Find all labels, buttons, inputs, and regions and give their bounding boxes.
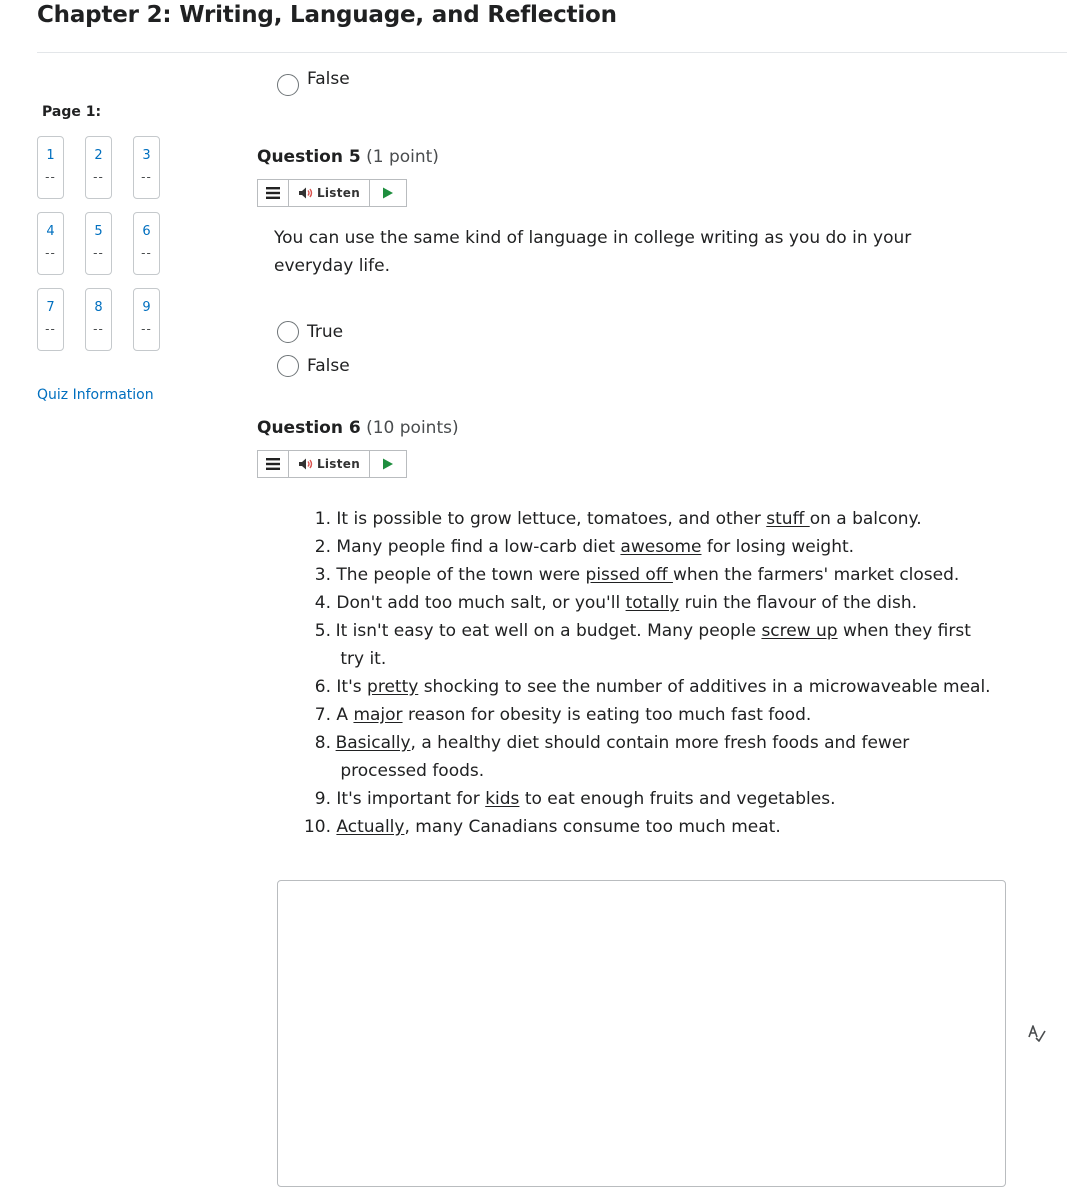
quiz-information-link[interactable]: Quiz Information: [37, 387, 154, 403]
listen-label: Listen: [316, 186, 361, 200]
text-after: on a balcony.: [809, 509, 922, 529]
radio-button[interactable]: [277, 355, 299, 377]
page-title: Chapter 2: Writing, Language, and Reflection: [37, 2, 617, 28]
underlined-word: awesome: [620, 537, 702, 557]
list-item: [298, 785, 998, 813]
listen-label: Listen: [316, 457, 361, 471]
spellcheck-icon[interactable]: [1025, 1022, 1047, 1044]
question-nav-number: 6: [142, 224, 151, 239]
list-item: [298, 617, 998, 673]
option-true[interactable]: [277, 319, 343, 345]
list-item: [298, 729, 998, 785]
question-6-header: [257, 418, 459, 438]
question-nav-5[interactable]: [85, 212, 112, 275]
list-item: [298, 505, 998, 533]
question-nav-number: 2: [94, 148, 103, 163]
text-before: A: [336, 705, 354, 725]
underlined-word: pissed off: [585, 565, 673, 585]
question-nav-status: --: [45, 246, 56, 260]
question-nav-status: --: [93, 322, 104, 336]
option-label: False: [307, 356, 350, 376]
underlined-word: kids: [485, 789, 520, 809]
text-after: when they first try it.: [340, 621, 971, 669]
question-nav-status: --: [45, 322, 56, 336]
question-label: Question 5: [257, 147, 361, 167]
item-number: 2.: [314, 537, 331, 557]
question-nav-number: 5: [94, 224, 103, 239]
question-nav-number: 8: [94, 300, 103, 315]
menu-icon: [265, 457, 281, 471]
text-after: , many Canadians consume too much meat.: [404, 817, 781, 837]
option-false[interactable]: [277, 353, 350, 379]
question-nav-status: --: [93, 170, 104, 184]
text-after: for losing weight.: [701, 537, 855, 557]
question-nav-9[interactable]: [133, 288, 160, 351]
question-nav-status: --: [141, 246, 152, 260]
question-nav-8[interactable]: [85, 288, 112, 351]
question-nav-number: 1: [46, 148, 55, 163]
list-item: [298, 561, 998, 589]
answer-textarea[interactable]: [277, 880, 1006, 1187]
underlined-word: totally: [625, 593, 680, 613]
item-number: 7.: [314, 705, 331, 725]
play-button[interactable]: [370, 451, 406, 477]
speaker-icon: [298, 457, 314, 471]
text-before: Many people find a low-carb diet: [336, 537, 621, 557]
question-label: Question 6: [257, 418, 361, 438]
text-after: , a healthy diet should contain more fresh foods and fewer processed foods.: [340, 733, 910, 781]
question-nav-number: 7: [46, 300, 55, 315]
text-after: reason for obesity is eating too much fast food.: [402, 705, 812, 725]
item-number: 6.: [314, 677, 331, 697]
question-nav-3[interactable]: [133, 136, 160, 199]
sentence-list: [298, 505, 998, 841]
menu-icon: [265, 186, 281, 200]
option-label: True: [307, 322, 344, 342]
text-before: It's important for: [336, 789, 486, 809]
list-item: [298, 589, 998, 617]
text-before: Don't add too much salt, or you'll: [336, 593, 626, 613]
text-before: It's: [336, 677, 368, 697]
title-divider: [37, 52, 1067, 53]
underlined-word: Basically: [335, 733, 411, 753]
radio-button[interactable]: [277, 321, 299, 343]
list-item: [298, 813, 998, 841]
question-points: (10 points): [366, 418, 459, 438]
listen-menu-button[interactable]: [258, 451, 289, 477]
text-after: ruin the flavour of the dish.: [679, 593, 918, 613]
question-nav-status: --: [93, 246, 104, 260]
question-nav-status: --: [141, 322, 152, 336]
page-label: Page 1:: [42, 104, 102, 120]
list-item: [298, 673, 998, 701]
text-after: to eat enough fruits and vegetables.: [519, 789, 836, 809]
underlined-word: major: [353, 705, 403, 725]
text-before: It is possible to grow lettuce, tomatoes, and other: [336, 509, 767, 529]
item-number: 9.: [314, 789, 331, 809]
text-before: It isn't easy to eat well on a budget. Many people: [335, 621, 762, 641]
text-after: shocking to see the number of additives in a microwaveable meal.: [418, 677, 991, 697]
listen-toolbar: [257, 450, 407, 478]
item-number: 4.: [314, 593, 331, 613]
question-nav-status: --: [45, 170, 56, 184]
listen-toolbar: [257, 179, 407, 207]
question-nav-2[interactable]: [85, 136, 112, 199]
listen-button[interactable]: [289, 451, 370, 477]
previous-question-option[interactable]: [275, 69, 395, 108]
question-nav-number: 3: [142, 148, 151, 163]
play-icon: [382, 187, 394, 199]
item-number: 5.: [314, 621, 331, 641]
question-nav-number: 9: [142, 300, 151, 315]
item-number: 1.: [314, 509, 331, 529]
question-points: (1 point): [366, 147, 439, 167]
item-number: 3.: [314, 565, 331, 585]
item-number: 10.: [303, 817, 331, 837]
question-nav-6[interactable]: [133, 212, 160, 275]
question-nav-number: 4: [46, 224, 55, 239]
listen-menu-button[interactable]: [258, 180, 289, 206]
question-nav-1[interactable]: [37, 136, 64, 199]
item-number: 8.: [314, 733, 331, 753]
listen-button[interactable]: [289, 180, 370, 206]
radio-button[interactable]: [277, 74, 299, 96]
question-nav-7[interactable]: [37, 288, 64, 351]
question-nav-status: --: [141, 170, 152, 184]
underlined-word: stuff: [766, 509, 810, 529]
play-button[interactable]: [370, 180, 406, 206]
question-5-text: You can use the same kind of language in college writing as you do in your everyday life.: [274, 228, 912, 276]
list-item: [298, 533, 998, 561]
question-nav-4[interactable]: [37, 212, 64, 275]
underlined-word: pretty: [367, 677, 419, 697]
text-before: The people of the town were: [336, 565, 586, 585]
speaker-icon: [298, 186, 314, 200]
underlined-word: Actually: [336, 817, 405, 837]
question-5-header: [257, 147, 439, 167]
text-after: when the farmers' market closed.: [672, 565, 960, 585]
underlined-word: screw up: [761, 621, 838, 641]
play-icon: [382, 458, 394, 470]
option-label: False: [307, 69, 350, 89]
list-item: [298, 701, 998, 729]
